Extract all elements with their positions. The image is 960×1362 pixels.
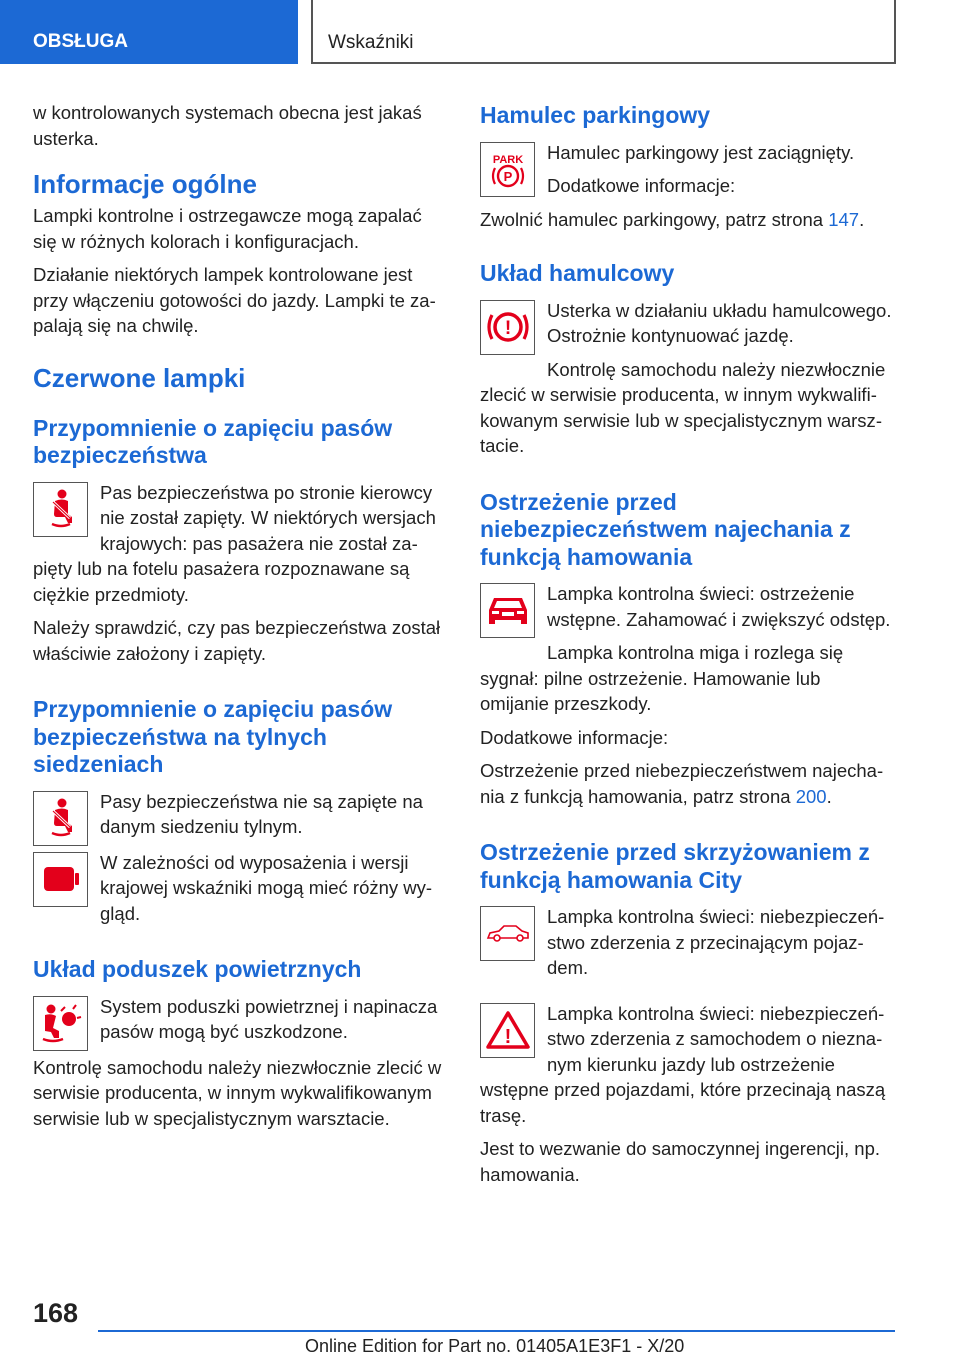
heading-brake-system: Układ hamulcowy xyxy=(480,260,675,286)
rear-text-2: W zależności od wyposażenia i wersji krajowej wskaźniki mogą mieć różny wygląd. xyxy=(100,851,433,924)
park-text-1: Hamulec parkingowy jest zaciągnięty. xyxy=(547,141,855,163)
city-text-3: Jest to wezwanie do samoczynnej ingerencji, np. hamowania. xyxy=(480,1138,881,1185)
heading-red-lamps: Czerwone lampki xyxy=(33,362,246,393)
chapter-title: Wskaźniki xyxy=(328,32,414,53)
collision-text-3: Dodatkowe informacje: xyxy=(480,726,669,748)
left-column xyxy=(33,100,447,1139)
airbag-text-2: Kontrolę samochodu należy niezwłocznie zlecić w serwisie producenta, w innym wykwalifikowanym serwisie lub w specjalistycznym warsztacie. xyxy=(33,1056,442,1129)
brake-text-1: Usterka w działaniu układu hamulcowego. Ostrożnie kontynuować jazdę. xyxy=(547,299,892,346)
warning-icon-mark: ! xyxy=(504,1026,511,1048)
general-text-1: Lampki kontrolne i ostrzegawcze mogą zapalać się w różnych kolorach i konfiguracjach. xyxy=(33,205,422,252)
warning-triangle-icon xyxy=(480,1003,535,1058)
collision-text-4: Ostrzeżenie przed niebezpieczeństwem najechania z funkcją hamowania, patrz strona 200. xyxy=(480,760,884,807)
seatbelt-icon xyxy=(33,482,88,537)
page-number: 168 xyxy=(33,1298,79,1328)
brake-icon-mark: ! xyxy=(504,318,511,339)
rear-seatbelt-icon xyxy=(33,791,88,846)
heading-collision-warning: Ostrzeżenie przed niebezpieczeństwem najechania z funkcją hamowania xyxy=(480,488,851,570)
parking-brake-icon xyxy=(480,142,535,197)
rear-text-1: Pasy bezpieczeństwa nie są zapięte na danym siedzeniu tylnym. xyxy=(100,790,423,837)
brake-warning-icon xyxy=(480,300,535,355)
city-text-2: Lampka kontrolna świeci: niebezpieczeństwo zderzenia z samochodem o nieznanym kierunku jazdy lub ostrzeżenie wstępne przed pojazdami, które przecinają naszą trasę. xyxy=(480,1002,886,1126)
page-link-200[interactable]: 200 xyxy=(795,785,827,807)
heading-general: Informacje ogólne xyxy=(33,169,257,199)
heading-belt-reminder: Przypomnienie o zapięciu pasów bezpieczeństwa xyxy=(33,414,393,468)
parking-brake-icon-letter: P xyxy=(503,169,512,184)
heading-parking-brake: Hamulec parkingowy xyxy=(480,102,711,128)
edition-footer: Online Edition for Part no. 01405A1E3F1 - X/20 xyxy=(305,1336,685,1356)
intro-text: w kontrolowanych systemach obecna jest jakaś usterka. xyxy=(33,102,422,149)
collision-text-2: Lampka kontrolna miga i rozlega się sygnał: pilne ostrzeżenie. Hamowanie lub omijanie przeszkody. xyxy=(480,642,844,714)
belt-text-1: Pas bezpieczeństwa po stronie kierowcy nie został zapięty. W niektórych wersjach krajowych: pas pasażera nie został zapięty lub na fotelu pasażera rozpoznawane są ciężkie przedmioty. xyxy=(33,481,436,605)
airbag-icon xyxy=(33,996,88,1051)
heading-city-crossing: Ostrzeżenie przed skrzyżowaniem z funkcją hamowania City xyxy=(480,839,870,893)
rear-seat-indicator-icon xyxy=(33,852,88,907)
parking-brake-icon-label: PARK xyxy=(492,154,523,166)
right-column xyxy=(480,100,894,1195)
general-text-2: Działanie niektórych lampek kontrolowane jest przy włączeniu gotowości do jazdy. Lampki te zapalają się na chwilę. xyxy=(33,264,436,336)
park-text-3: Zwolnić hamulec parkingowy, patrz strona 147. xyxy=(480,208,865,230)
brake-text-2: Kontrolę samochodu należy niezwłocznie zlecić w serwisie producenta, w innym wykwalifikowanym serwisie lub w specjalistycznym warsztacie. xyxy=(480,358,886,456)
page-link-147[interactable]: 147 xyxy=(828,208,860,230)
heading-rear-belt: Przypomnienie o zapięciu pasów bezpieczeństwa na tylnych siedzeniach xyxy=(33,696,393,777)
collision-text-1: Lampka kontrolna świeci: ostrzeżenie wstępne. Zahamować i zwiększyć odstęp. xyxy=(547,583,891,630)
chapter-header xyxy=(311,0,896,64)
airbag-text-1: System poduszki powietrznej i napinacza pasów mogą być uszkodzone. xyxy=(100,995,438,1042)
car-side-icon xyxy=(480,906,535,961)
section-tab xyxy=(0,0,298,64)
belt-text-2: Należy sprawdzić, czy pas bezpieczeństwa został właściwie założony i zapięty. xyxy=(33,617,441,664)
car-ahead-icon xyxy=(480,583,535,638)
heading-airbag: Układ poduszek powietrznych xyxy=(33,956,362,982)
park-text-2: Dodatkowe informacje: xyxy=(547,175,736,196)
footer-divider xyxy=(98,1330,895,1332)
city-text-1: Lampka kontrolna świeci: niebezpieczeństwo zderzenia z przecinającym pojazdem. xyxy=(547,906,885,978)
section-title: OBSŁUGA xyxy=(33,31,128,52)
